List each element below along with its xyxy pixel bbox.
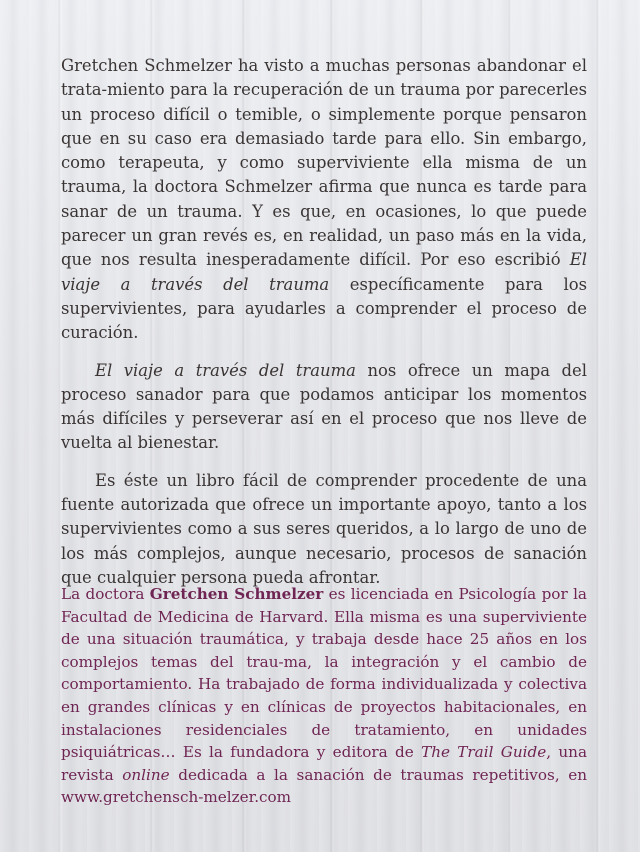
author-bio-paragraph [61,583,587,809]
bio-text-b: es licenciada en Psicología por la Facultad de Medicina de Harvard. Ella misma es una superviviente de una situación traumática, y trabaja desde hace 25 años en los complejos temas del trau-ma, la integración y el cambio de comportamiento. Ha trabajado de forma individualizada y colectiva en grandes clínicas y en clínicas de proyectos habitacionales, en instalaciones residenciales de tratamiento, en unidades psiquiátricas… Es la fundadora y editora de [61,585,587,762]
book-blurb [61,54,587,603]
blurb-p1-text-a: Gretchen Schmelzer ha visto a muchas personas abandonar el trata-miento para la recuperación de un trauma por parecerles un proceso difícil o temible, o simplemente porque pensaron que en su caso era demasiado tarde para ello. Sin embargo, como terapeuta, y como superviviente ella misma de un trauma, la doctora Schmelzer afirma que nunca es tarde para sanar de un trauma. Y es que, en ocasiones, lo que puede parecer un gran revés es, en realidad, un paso más en la vida, que nos resulta inesperadamente difícil. Por eso escribió [61,56,587,270]
trail-guide-title: The Trail Guide [421,743,547,762]
bio-text-d: dedicada a la sanación de traumas repetitivos, en www.gretchensch-melzer.com [61,765,587,807]
blurb-p1-text-b: específicamente para los supervivientes, para ayudarles a comprender el proceso de curación. [61,274,587,343]
author-bio [61,583,587,809]
bio-text-c: , una revista [61,743,588,784]
online-word: online [122,765,170,784]
book-title-italic: El viaje a través del trauma [95,360,356,380]
blurb-paragraph-2 [61,359,587,456]
book-title-italic: El viaje a través del trauma [61,250,587,294]
blurb-paragraph-1 [61,54,587,346]
blurb-paragraph-3 [61,469,587,590]
blurb-p3-text: Es éste un libro fácil de comprender procedente de una fuente autorizada que ofrece un importante apoyo, tanto a los supervivientes como a sus seres queridos, a lo largo de uno de los más complejos, aunque necesario, procesos de sanación que cualquier persona pueda afrontar. [61,470,587,587]
blurb-p2-text: nos ofrece un mapa del proceso sanador para que podamos anticipar los momentos más difíciles y perseverar así en el proceso que nos lleve de vuelta al bienestar. [61,360,587,453]
author-name: Gretchen Schmelzer [149,585,324,603]
bio-text-a: La doctora [61,585,150,603]
